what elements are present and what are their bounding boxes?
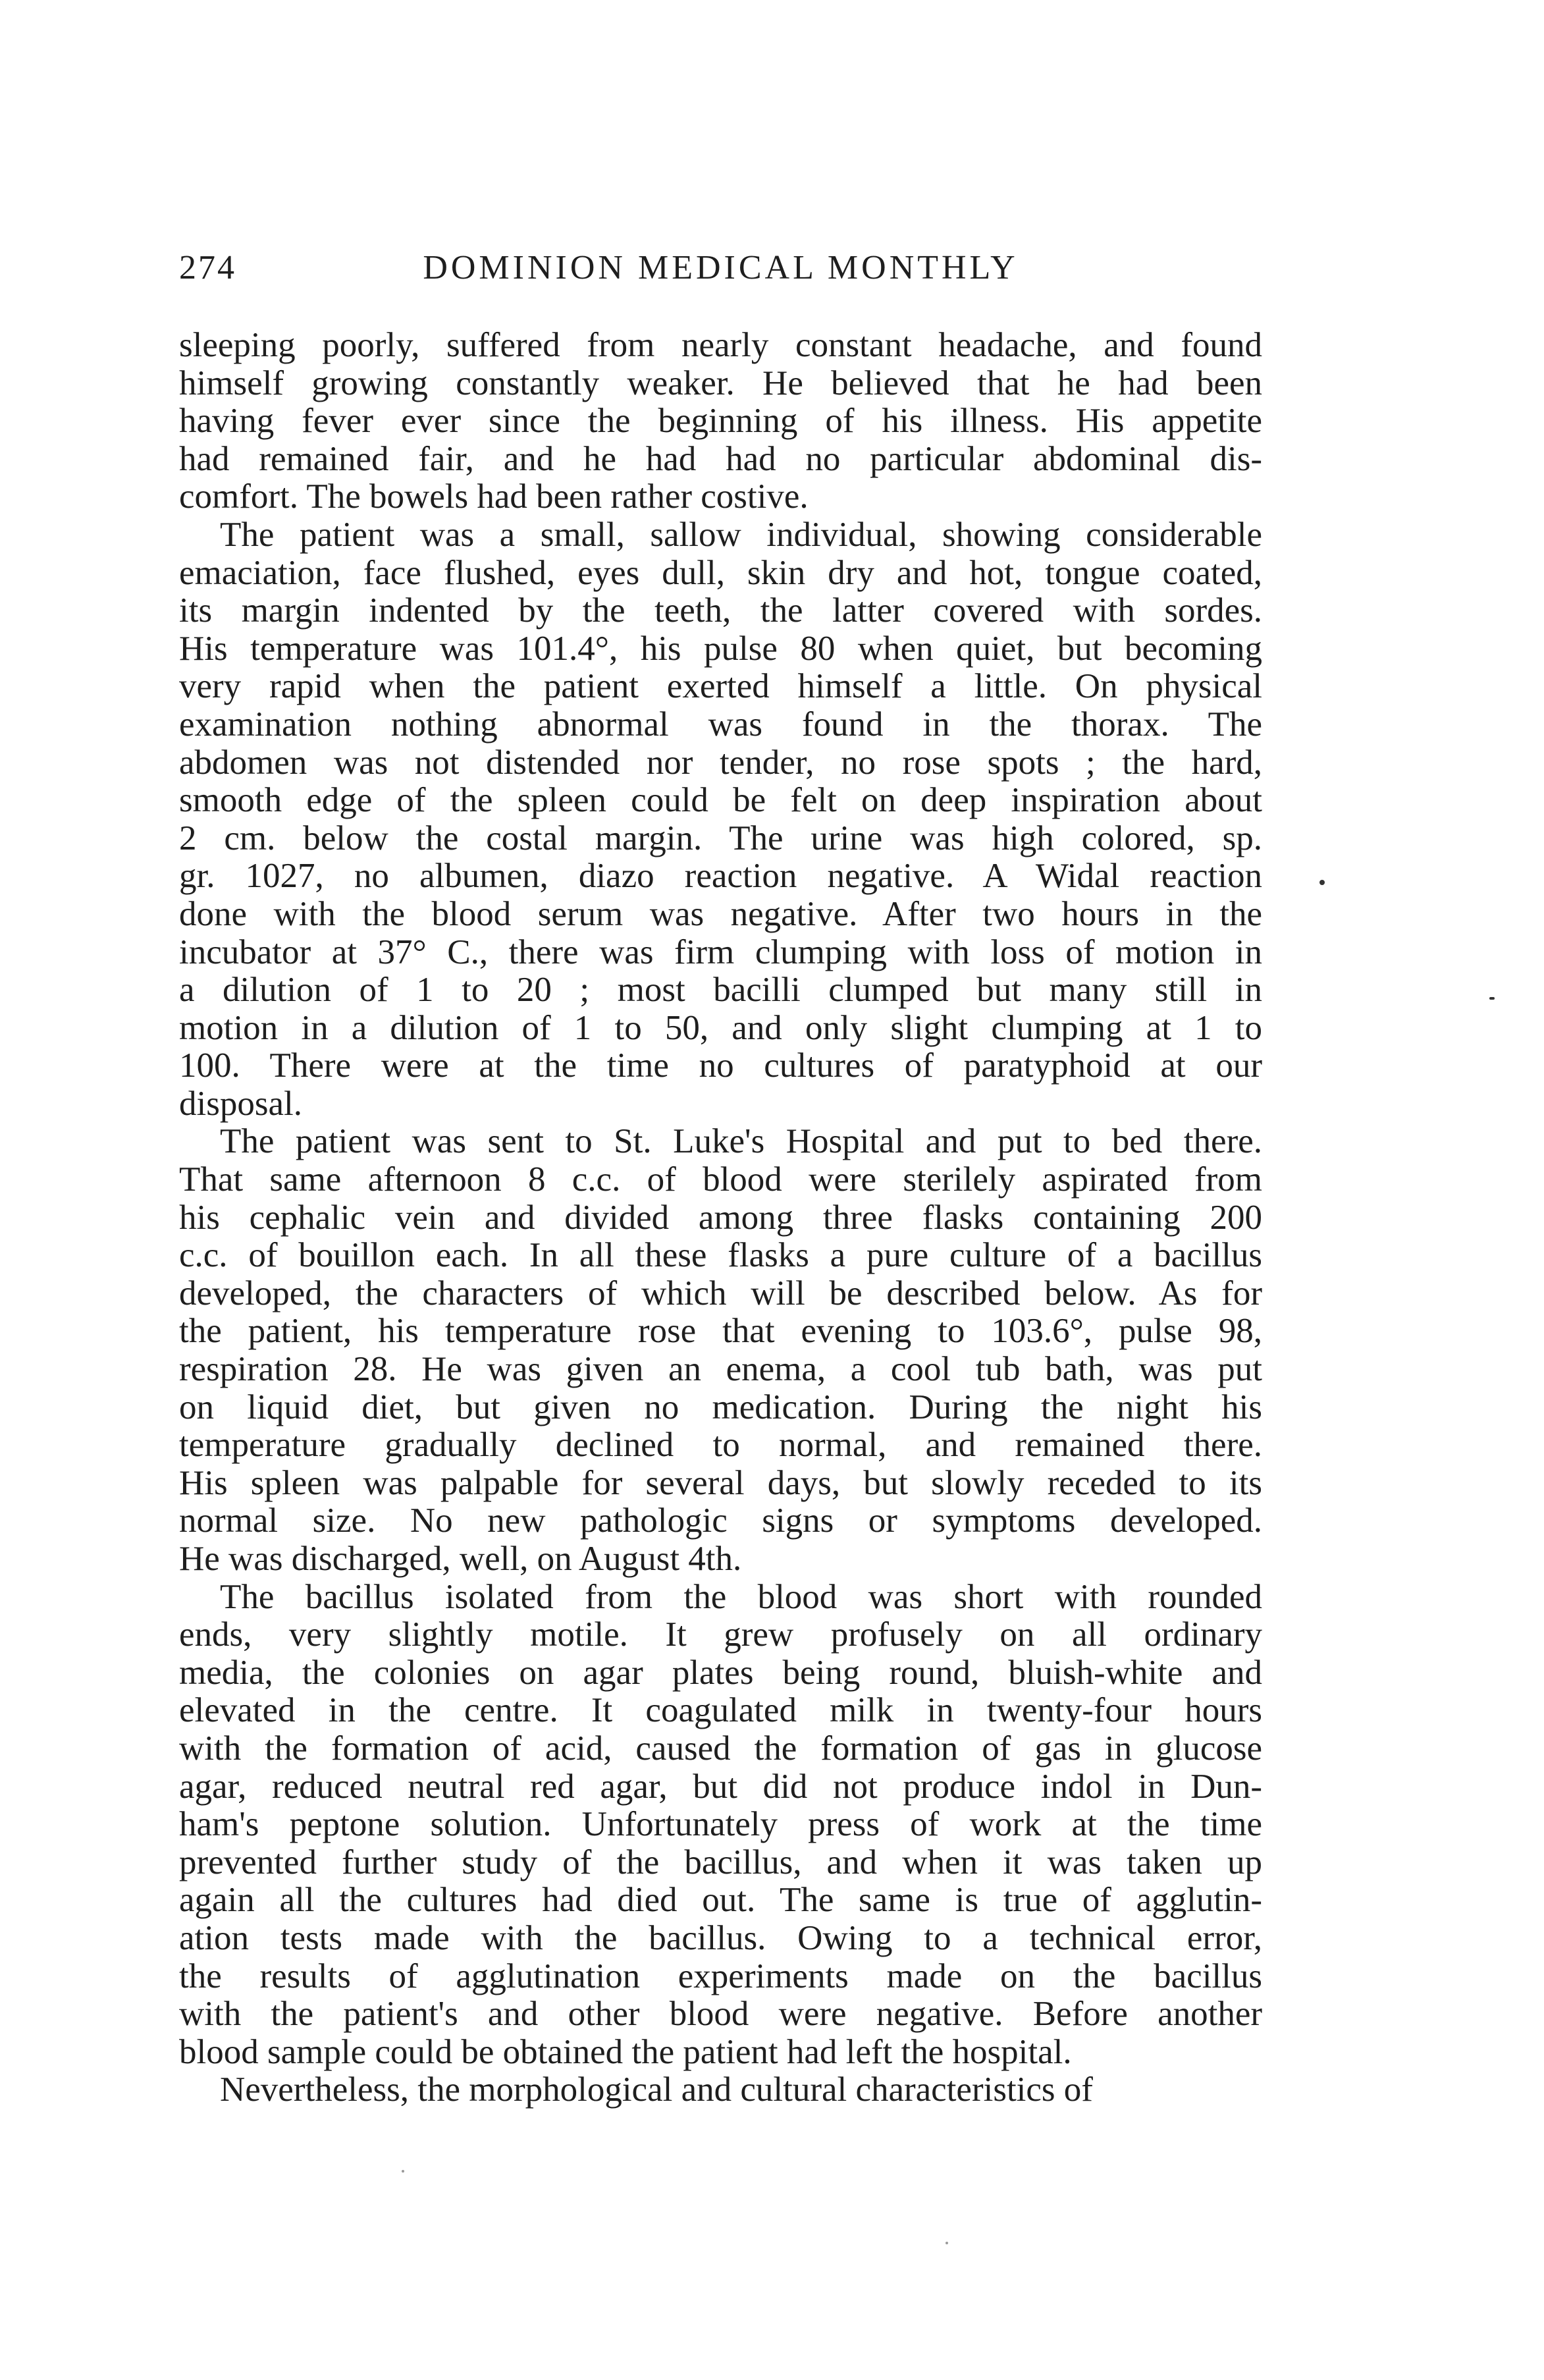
text-line: normal size. No new pathologic signs or symptoms developed. [179,1502,1262,1540]
text-line: The bacillus isolated from the blood was short with rounded [220,1578,1262,1616]
paragraph [179,2071,1262,2109]
scan-speck [1489,997,1495,1000]
text-line: the results of agglutination experiments made on the bacillus [179,1957,1262,1995]
paragraph [179,1123,1262,1578]
text-line: disposal. [179,1085,302,1123]
text-line: The patient was a small, sallow individual, showing considerable [220,516,1262,554]
text-line: comfort. The bowels had been rather costive. [179,478,809,516]
text-line: himself growing constantly weaker. He believed that he had been [179,364,1262,402]
text-line: a dilution of 1 to 20 ; most bacilli clumped but many still in [179,971,1262,1010]
text-line: ends, very slightly motile. It grew profusely on all ordinary [179,1616,1262,1654]
text-line: ham's peptone solution. Unfortunately press of work at the time [179,1806,1262,1844]
text-line: emaciation, face flushed, eyes dull, skin dry and hot, tongue coated, [179,554,1262,592]
text-line: very rapid when the patient exerted himself a little. On physical [179,668,1262,706]
text-line: again all the cultures had died out. The same is true of agglutin- [179,1881,1262,1920]
scan-speck [1319,880,1325,885]
text-line: his cephalic vein and divided among three flasks containing 200 [179,1199,1262,1237]
text-line: sleeping poorly, suffered from nearly constant headache, and found [179,327,1262,364]
text-line: incubator at 37° C., there was firm clumping with loss of motion in [179,933,1262,971]
text-line: developed, the characters of which will be described below. As for [179,1274,1262,1312]
text-line: having fever ever since the beginning of his illness. His appetite [179,402,1262,441]
scan-speck [402,2170,404,2173]
text-line: His spleen was palpable for several days, but slowly receded to its [179,1464,1262,1502]
paragraph [179,1579,1262,2072]
text-line: The patient was sent to St. Luke's Hospital and put to bed there. [220,1123,1262,1161]
text-line: c.c. of bouillon each. In all these flasks a pure culture of a bacillus [179,1237,1262,1275]
text-line: elevated in the centre. It coagulated milk in twenty-four hours [179,1692,1262,1730]
text-line: That same afternoon 8 c.c. of blood were sterilely aspirated from [179,1161,1262,1199]
text-line: ation tests made with the bacillus. Owing to a technical error, [179,1919,1262,1957]
paragraph [179,327,1262,516]
text-line: on liquid diet, but given no medication. During the night his [179,1388,1262,1426]
text-line: done with the blood serum was negative. After two hours in the [179,895,1262,933]
text-line: abdomen was not distended nor tender, no rose spots ; the hard, [179,744,1262,782]
text-line: prevented further study of the bacillus, and when it was taken up [179,1843,1262,1881]
text-line: He was discharged, well, on August 4th. [179,1540,742,1578]
text-line: gr. 1027, no albumen, diazo reaction negative. A Widal reaction [179,857,1262,896]
text-line: agar, reduced neutral red agar, but did not produce indol in Dun- [179,1768,1262,1806]
text-line: its margin indented by the teeth, the latter covered with sordes. [179,592,1262,630]
text-line: smooth edge of the spleen could be felt on deep inspiration about [179,782,1262,820]
text-line: had remained fair, and he had had no particular abdominal dis- [179,440,1262,478]
text-line: with the formation of acid, caused the formation of gas in glucose [179,1729,1262,1768]
text-line: 100. There were at the time no cultures of paratyphoid at our [179,1047,1262,1085]
page-header [179,245,1262,291]
text-line: the patient, his temperature rose that evening to 103.6°, pulse 98, [179,1312,1262,1351]
scan-speck [945,2242,948,2244]
text-line: His temperature was 101.4°, his pulse 80 when quiet, but becoming [179,630,1262,668]
paragraph [179,516,1262,1123]
page-number: 274 [179,249,236,286]
text-line: Nevertheless, the morphological and cultural characteristics of [220,2071,1093,2109]
text-line: blood sample could be obtained the patient had left the hospital. [179,2033,1072,2071]
text-line: motion in a dilution of 1 to 50, and only slight clumping at 1 to [179,1009,1262,1047]
text-line: with the patient's and other blood were negative. Before another [179,1995,1262,2034]
text-line: 2 cm. below the costal margin. The urine was high colored, sp. [179,819,1262,857]
text-line: examination nothing abnormal was found in the thorax. The [179,705,1262,744]
text-line: media, the colonies on agar plates being round, bluish-white and [179,1654,1262,1692]
running-head: DOMINION MEDICAL MONTHLY [423,249,1019,286]
text-line: respiration 28. He was given an enema, a cool tub bath, was put [179,1351,1262,1389]
text-line: temperature gradually declined to normal, and remained there. [179,1426,1262,1465]
body-text [179,327,1262,2109]
